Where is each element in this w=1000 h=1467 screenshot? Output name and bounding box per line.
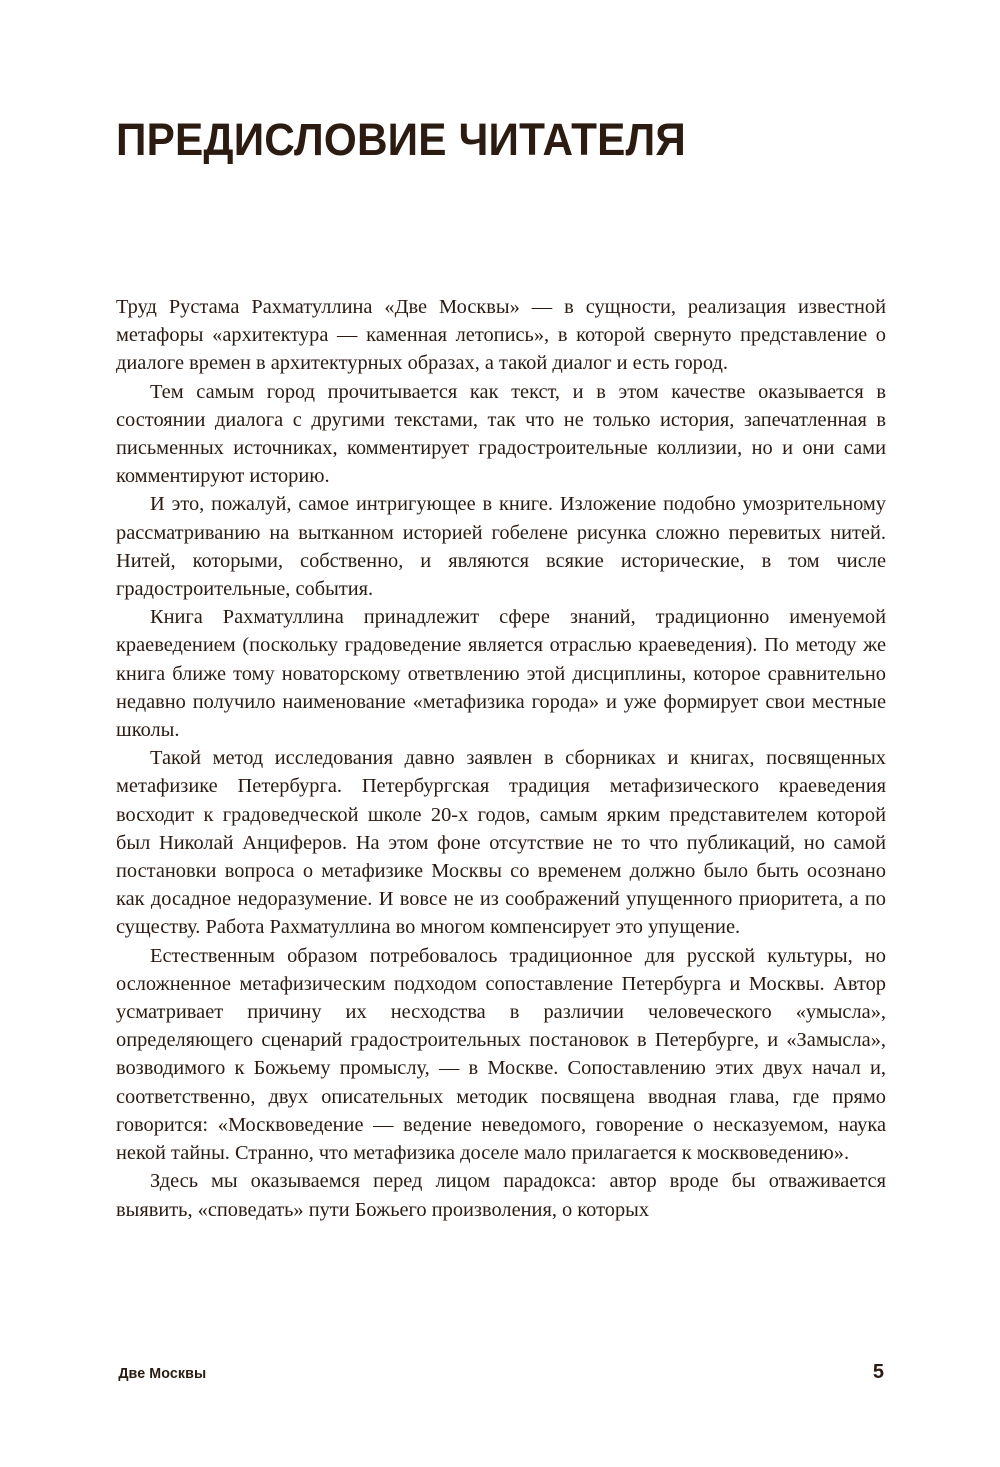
paragraph: Здесь мы оказываемся перед лицом парадокса: автор вроде бы отваживается выявить, «споведать» пути Божьего произволения, о которых (116, 1170, 886, 1221)
paragraph: Такой метод исследования давно заявлен в сборниках и книгах, посвященных метафизике Петербурга. Петербургская традиция метафизического краеведения восходит к градоведческой школе 20-х годов, самым ярким представителем которой был Николай Анциферов. На этом фоне отсутствие не то что публикаций, но самой постановки вопроса о метафизике Москвы со временем должно было быть осознано как досадное недоразумение. И вовсе не из соображений упущенного приоритета, а по существу. Работа Рахматуллина во многом компенсирует это упущение. (116, 747, 886, 939)
paragraph: Тем самым город прочитывается как текст, и в этом качестве оказывается в состоянии диалога с другими текстами, так что не только история, запечатленная в письменных источниках, комментирует градостроительные коллизии, но и они сами комментируют историю. (116, 380, 886, 488)
page-number: 5 (872, 1361, 884, 1383)
paragraph: Естественным образом потребовалось традиционное для русской культуры, но осложненное метафизическим подходом сопоставление Петербурга и Москвы. Автор усматривает причину их несходства в различии человеческого «умысла», определяющего сценарий градостроительных постановок в Петербурге, и «Замысла», возводимого к Божьему промыслу, — в Москве. Сопоставлению этих двух начал и, соответственно, двух описательных методик посвящена вводная глава, где прямо говорится: «Москвоведение — ведение неведомого, говорение о несказуемом, наука некой тайны. Странно, что метафизика доселе мало прилагается к москвоведению». (116, 944, 886, 1165)
footer-book-title: Две Москвы (118, 1365, 207, 1382)
page-title: ПРЕДИСЛОВИЕ ЧИТАТЕЛЯ (116, 114, 687, 166)
paragraph: И это, пожалуй, самое интригующее в книге. Изложение подобно умозрительному рассматриванию на вытканном историей гобелене рисунка сложно перевитых нитей. Нитей, которыми, собственно, и являются всякие исторические, в том числе градостроительные, события. (116, 493, 886, 601)
body-text-column (116, 293, 886, 1224)
paragraph: Труд Рустама Рахматуллина «Две Москвы» — в сущности, реализация известной метафоры «архитектура — каменная летопись», в которой свернуто представление о диалоге времен в архитектурных образах, а такой диалог и есть город. (116, 296, 886, 375)
paragraph: Книга Рахматуллина принадлежит сфере знаний, традиционно именуемой краеведением (поскольку градоведение является отраслью краеведения). По методу же книга ближе тому новаторскому ответвлению этой дисциплины, которое сравнительно недавно получило наименование «метафизика города» и уже формирует свои местные школы. (116, 606, 886, 742)
page-footer (116, 1362, 884, 1388)
